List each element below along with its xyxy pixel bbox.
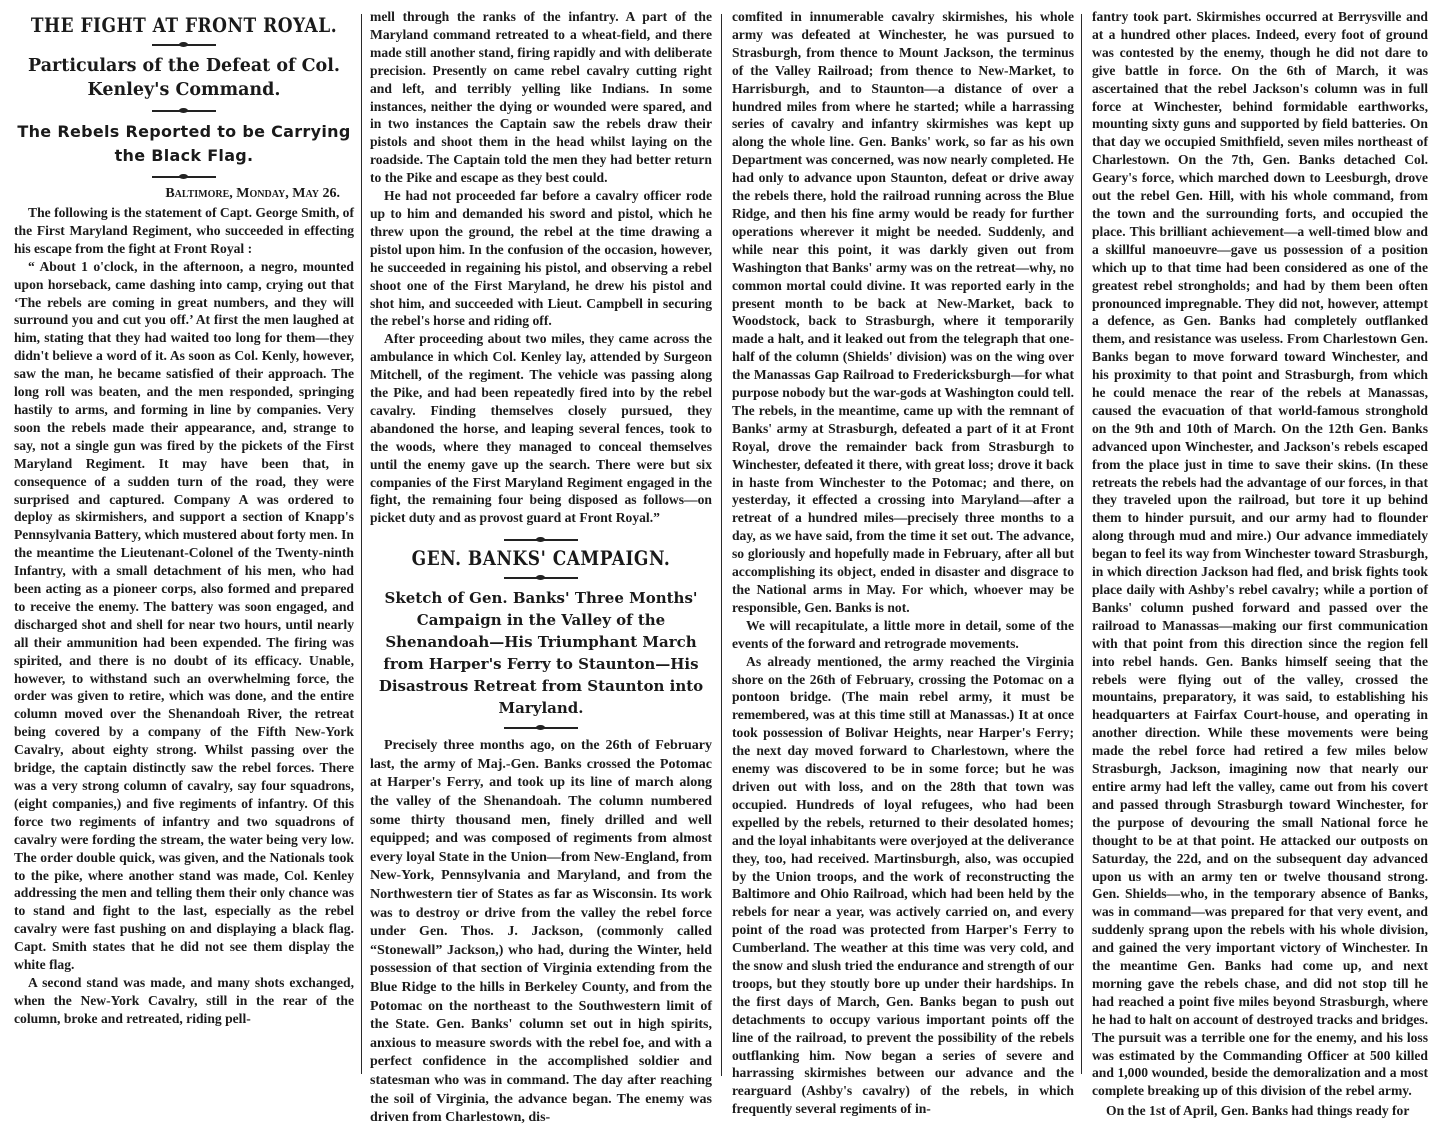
paragraph: Precisely three months ago, on the 26th of February last, the army of Maj.-Gen. Banks crossed the Potomac at Harper's Ferry, and took up its line of march along the valley of the Shenandoah. The column numbered some thirty thousand men, finely drilled and well equipped; and was composed of regiments from almost every loyal State in the Union—from New-England, from New-York, Pennsylvania and Maryland, and from the Northwestern tier of States as far as Wisconsin. Its work was to destroy or drive from the valley the rebel force under Gen. Thos. J. Jackson, (commonly called “Stonewall” Jackson,) who had, during the Winter, held possession of that section of Virginia extending from the Blue Ridge to the hills in Berkeley County, and from the Potomac on the northeast to the Southwestern limit of the State. Gen. Banks' column set out in high spirits, anxious to measure swords with the rebel foe, and with a perfect confidence in the accomplished soldier and statesman who was in command. The day after reaching the soil of Virginia, the advance began. The enemy was driven from Charlestown, dis- [370, 738, 712, 1126]
ornament-rule [504, 575, 578, 581]
paragraph: mell through the ranks of the infantry. A part of the Maryland command retreated to a wheat-field, and there made still another stand, firing rapidly and with deliberate precision. Presently on came rebel cavalry cutting right and left, and terribly yelling like Indians. In some instances, neither the dying or wounded were spared, and in two instances the Captain saw the rebels draw their pistols and shoot them in the head whilst laying on the roadside. The Captain told the men they had better return to the Pike and escape as they best could. [370, 9, 712, 186]
dateline: Baltimore, Monday, May 26. [165, 186, 340, 201]
article-headline: THE FIGHT AT FRONT ROYAL. [30, 14, 338, 38]
ornament-rule [504, 725, 578, 731]
paragraph: After proceeding about two miles, they came across the ambulance in which Col. Kenley lay, attended by Surgeon Mitchell, of the regiment. The vehicle was passing along the Pike, and had been repeatedly fired into by the rebel cavalry. Finding themselves closely pursued, they abandoned the horse, and leaping several fences, took to the woods, where they managed to conceal themselves until the enemy gave up the search. There were but six companies of the First Maryland Regiment engaged in the fight, the remaining four being disposed as follows—on picket duty and as provost guard at Front Royal.” [370, 331, 712, 526]
column-rule [361, 14, 362, 1074]
paragraph: The following is the statement of Capt. George Smith, of the First Maryland Regiment, who succeeded in effecting his escape from the fight at Front Royal : [14, 205, 354, 256]
paragraph: fantry took part. Skirmishes occurred at Berrysville and at a hundred other places. Indeed, every foot of ground was contested by the enemy, though he did not dare to give battle in force. On the 6th of March, it was ascertained that the rebel Jackson's column was in full force at Winchester, behind formidable earthworks, mounting sixty guns and supported by field batteries. On that day we occupied Smithfield, seven miles northeast of Charlestown. On the 7th, Gen. Banks detached Col. Geary's force, which marched down to Leesburgh, drove out the rebel Gen. Hill, with his whole command, from the town and the surrounding forts, and occupied the place. This brilliant achievement—a well-timed blow and a skillful manoeuvre—gave us possession of a position which up to that time had been considered as one of the greatest rebel strongholds; and had by them been often pronounced impregnable. They did not, however, attempt a defence, as Gen. Banks had completely outflanked them, and resistance was useless. From Charlestown Gen. Banks began to move forward toward Winchester, and his proximity to that point and Strasburgh, from which he could menace the rear of the rebels at Manassas, caused the evacuation of that world-famous stronghold on the 9th and 10th of March. On the 12th Gen. Banks advanced upon Winchester, and Jackson's rebels escaped from the place just in time to save their skins. (In these retreats the rebels had the advantage of our forces, in that they traveled upon the railroad, but tore it up behind them to hinder pursuit, and our army had to flounder along through mud and mire.) Our advance immediately began to feel its way from Winchester toward Strasburgh, in which direction Jackson had fled, and brisk fights took place daily with Ashby's rebel cavalry; while a portion of Banks' column pushed forward and passed over the railroad to Manassas—making our first communication with that point from this direction since the region fell into rebel hands. Gen. Banks himself seeing that the rebels were flying out of the valley, crossed the mountains, preparatory, it was said, to establishing his headquarters at Fairfax Court-house, and operating in another direction. While these movements were being made the rebel force had retired a few miles below Strasburgh, Jackson, imagining now that nearly our entire army had left the valley, came out from his covert and passed through Strasburgh toward Winchester, for the purpose of devouring the small National force he thought to be at that point. He attacked our outposts on Saturday, the 22d, and on the subsequent day advanced upon us with an army ten or twelve thousand strong. Gen. Shields—who, in the temporary absence of Banks, was in command—was prepared for that very event, and suddenly sprang upon the rebels with his whole division, and gained the very important victory of Winchester. In the meantime Gen. Banks had come up, and next morning gave the rebels chase, and did not stop till he had reached a point five miles beyond Strasburgh, where he had to halt on account of destroyed tracks and bridges. The pursuit was a terrible one for the enemy, and his loss was estimated by the Commanding Officer at 500 killed and 1,000 wounded, beside the demoralization and a most complete breaking up of this division of the rebel army. [1092, 9, 1428, 1099]
column-1 [8, 10, 360, 1028]
column-3 [726, 8, 1080, 1118]
article-subhead: The Rebels Reported to be Carrying the Black Flag. [17, 122, 351, 165]
ornament-rule [152, 174, 216, 180]
article-subhead: Particulars of the Defeat of Col. Kenley's Command. [28, 56, 340, 100]
paragraph: He had not proceeded far before a cavalry officer rode up to him and demanded his sword and pistol, which he threw upon the ground, the rebel at the time drawing a pistol upon him. In the confusion of the occasion, however, he succeeded in regaining his pistol, and observing a rebel shoot one of the First Maryland, he drew his pistol and shot him, and succeeded with Lieut. Campbell in securing the rebel's horse and riding off. [370, 188, 712, 329]
paragraph: On the 1st of April, Gen. Banks had things ready for [1106, 1103, 1410, 1119]
article-subhead: Sketch of Gen. Banks' Three Months' Campaign in the Valley of the Shenandoah—His Triumphant March from Harper's Ferry to Staunton—His Disastrous Retreat from Staunton into Maryland. [378, 589, 704, 718]
column-rule [721, 14, 722, 1076]
column-rule [1081, 14, 1082, 1074]
paragraph: We will recapitulate, a little more in detail, some of the events of the forward and retrograde movements. [732, 617, 1074, 651]
ornament-rule [504, 537, 578, 543]
column-4 [1086, 8, 1434, 1120]
ornament-rule [152, 108, 216, 114]
column-2 [364, 8, 718, 1128]
ornament-rule [152, 42, 216, 48]
article-headline: GEN. BANKS' CAMPAIGN. [411, 547, 671, 571]
paragraph: A second stand was made, and many shots exchanged, when the New-York Cavalry, still in the rear of the column, broke and retreated, riding pell- [14, 974, 354, 1026]
paragraph: comfited in innumerable cavalry skirmishes, his whole army was defeated at Winchester, he was pursued to Strasburgh, from thence to Mount Jackson, the terminus of the Valley Railroad; from thence to New-Market, to Harrisburgh, and to Staunton—a distance of over a hundred miles from where he started; while a harrassing series of cavalry and infantry skirmishes was kept up along the whole line. Gen. Banks' work, so far as his own Department was concerned, was now nearly completed. He had only to advance upon Staunton, defeat or drive away the rebels there, hold the railroad running across the Blue Ridge, and then his fine army would be ready for further operations wherever it might be needed. Suddenly, and while near this point, it was darkly given out from Washington that Banks' army was on the retreat—why, no common mortal could divine. It was reported early in the present month to be back at New-Market, back to Woodstock, back to Strasburgh, where it temporarily made a halt, and it leaked out from the telegraph that one-half of the column (Shields' division) was on the wing over the Manassas Gap Railroad to Fredericksburgh—for what purpose nobody but the war-gods at Washington could tell. The rebels, in the meantime, came up with the remnant of Banks' army at Strasburgh, defeated a part of it at Front Royal, drove the remainder back from Strasburgh to Winchester, defeated it there, with great loss; drove it back in haste from Winchester to the Potomac; and there, on yesterday, it effected a crossing into Maryland—after a retreat of a hundred miles—precisely three months to a day, as we have said, from the time it set out. The advance, so gloriously and hopefully made in February, after all but accomplishing its object, ended in disaster and disgrace to the National arms in May. For which, whoever may be responsible, Gen. Banks is not. [732, 9, 1074, 615]
paragraph: As already mentioned, the army reached the Virginia shore on the 26th of February, crossing the Potomac on a pontoon bridge. (The main rebel army, it must be remembered, was at this time still at Manassas.) It at once took possession of Bolivar Heights, near Harper's Ferry; the next day moved forward to Charlestown, where the enemy was discovered to be in some force; but he was driven out with loss, and on the 28th that town was occupied. Hundreds of loyal refugees, who had been expelled by the rebels, returned to their desolated homes; and the loyal inhabitants were overjoyed at the deliverance they, too, had received. Martinsburgh, also, was occupied by the Union troops, and the work of reconstructing the Baltimore and Ohio Railroad, which had been held by the rebels for near a year, was actively carried on, and every point of the road was protected from Harper's Ferry to Cumberland. The weather at this time was very cold, and the snow and slush tried the endurance and strength of our troops, but they stoutly bore up under their hardships. In the first days of March, Gen. Banks began to push out detachments to occupy various important points off the line of the railroad, to prevent the possibility of the rebels outflanking him. Now began a series of severe and harrassing skirmishes between our advance and the rearguard (Ashby's cavalry) of the rebels, in which frequently several regiments of in- [732, 653, 1074, 1117]
paragraph: “ About 1 o'clock, in the afternoon, a negro, mounted upon horseback, came dashing into camp, crying out that ‘The rebels are coming in great numbers, and they will surround you and cut you off.’ At first the men laughed at him, stating that they had waited too long for them—they didn't believe a word of it. As soon as Col. Kenly, however, saw the man, he became satisfied of their approach. The long roll was beaten, and the men responded, springing hastily to arms, and forming in line by companies. Very soon the rebels made their appearance, and, strange to say, not a single gun was fired by the pickets of the First Maryland Regiment. It may have been that, in consequence of a sudden turn of the road, they were surprised and captured. Company A was ordered to deploy as skirmishers, and support a section of Knapp's Pennsylvania Battery, which mustered about forty men. In the meantime the Lieutenant-Colonel of the Twenty-ninth Infantry, with a small detachment of his men, who had been acting as a pioneer corps, also formed and prepared to receive the enemy. The battery was soon engaged, and discharged shot and shell for near two hours, until nearly all their ammunition had been expended. The firing was spirited, and there is no doubt of its efficacy. Unable, however, to withstand such an overwhelming force, the order was given to retire, which was done, and the entire column moved over the Shenandoah River, the retreat being covered by a company of the Fifth New-York Cavalry, about eighty strong. Whilst passing over the bridge, the captain distinctly saw the rebel forces. There was a very strong column of cavalry, say four squadrons, (eight companies,) and five regiments of infantry. Of this force two regiments of infantry and two squadrons of cavalry were fording the stream, the water being very low. The order double quick, was given, and the Nationals took to the pike, where another stand was made, Col. Kenley addressing the men and telling them their only chance was to stand and fight to the last, especially as the rebel cavalry were fast pushing on and displaying a black flag. Capt. Smith states that he did not see them display the white flag. [14, 258, 354, 973]
